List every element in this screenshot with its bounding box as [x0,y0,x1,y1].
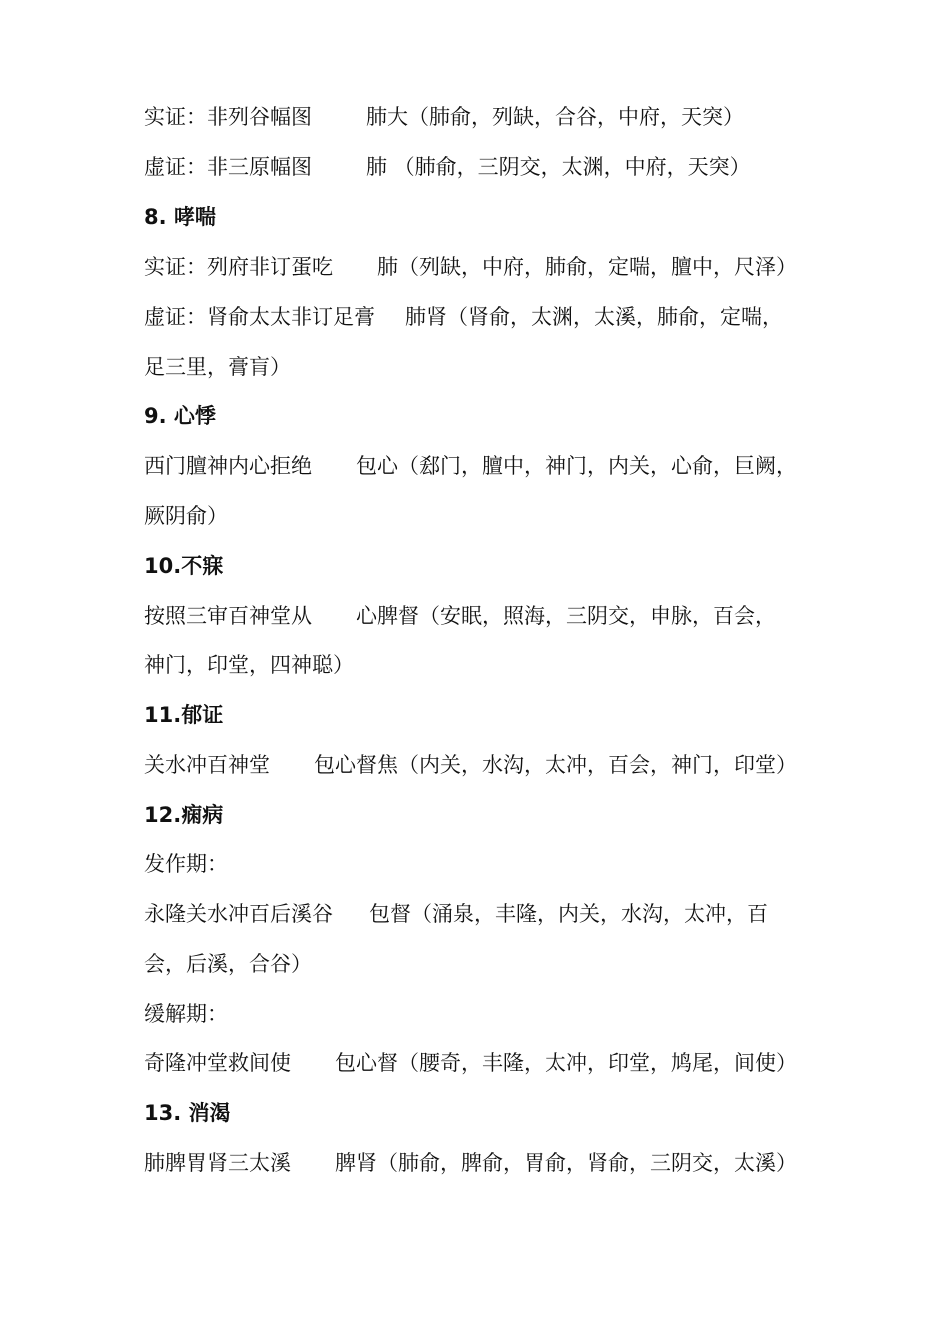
acupoints: 心脾督（安眠，照海，三阴交，申脉，百会， [356,604,776,628]
mnemonic: 虚证：非三原幅图 [144,155,312,179]
mnemonic: 奇隆冲堂救间使 [144,1051,291,1075]
mnemonic: 实证：列府非订蛋吃 [144,255,333,279]
acupoints: 包心（郄门，膻中，神门，内关，心俞，巨阙， [356,454,797,478]
text-line [144,899,768,929]
text-line [144,252,797,282]
text-line [144,102,744,132]
mnemonic: 实证：非列谷幅图 [144,105,312,129]
acupoints: 包督（涌泉，丰隆，内关，水沟，太冲，百 [369,902,768,926]
acupoints: 肺（列缺，中府，肺俞，定喘，膻中，尺泽） [377,255,797,279]
acupoints: 包心督（腰奇，丰隆，太冲，印堂，鸠尾，间使） [335,1051,797,1075]
mnemonic: 按照三审百神堂从 [144,604,312,628]
mnemonic: 关水冲百神堂 [144,753,270,777]
section-heading: 11.郁证 [144,703,224,727]
text-line: 厥阴俞） [144,504,228,528]
mnemonic: 肺脾胃肾三太溪 [144,1151,291,1175]
section-heading: 9. 心悸 [144,404,216,428]
acupoints: 肺肾（肾俞，太渊，太溪，肺俞，定喘， [405,305,783,329]
acupoints: 包心督焦（内关，水沟，太冲，百会，神门，印堂） [314,753,797,777]
mnemonic: 永隆关水冲百后溪谷 [144,902,333,926]
text-line [144,601,776,631]
text-line [144,750,797,780]
text-line: 发作期： [144,852,228,876]
text-line [144,302,783,332]
text-line: 神门，印堂，四神聪） [144,653,354,677]
section-heading: 12.痫病 [144,803,224,827]
acupoints: 肺大（肺俞，列缺，合谷，中府，天突） [366,105,744,129]
text-line [144,451,797,481]
acupoints: 脾肾（肺俞，脾俞，胃俞，肾俞，三阴交，太溪） [335,1151,797,1175]
acupoints: 肺 （肺俞，三阴交，太渊，中府，天突） [366,155,751,179]
section-heading: 10.不寐 [144,554,224,578]
text-line: 缓解期： [144,1002,228,1026]
section-heading: 13. 消渴 [144,1101,231,1125]
text-line [144,1048,797,1078]
mnemonic: 虚证：肾俞太太非订足膏 [144,305,375,329]
mnemonic: 西门膻神内心拒绝 [144,454,312,478]
text-line [144,152,751,182]
text-line [144,1148,797,1178]
text-line: 会，后溪，合谷） [144,952,312,976]
section-heading: 8. 哮喘 [144,205,216,229]
text-line: 足三里，膏肓） [144,355,291,379]
